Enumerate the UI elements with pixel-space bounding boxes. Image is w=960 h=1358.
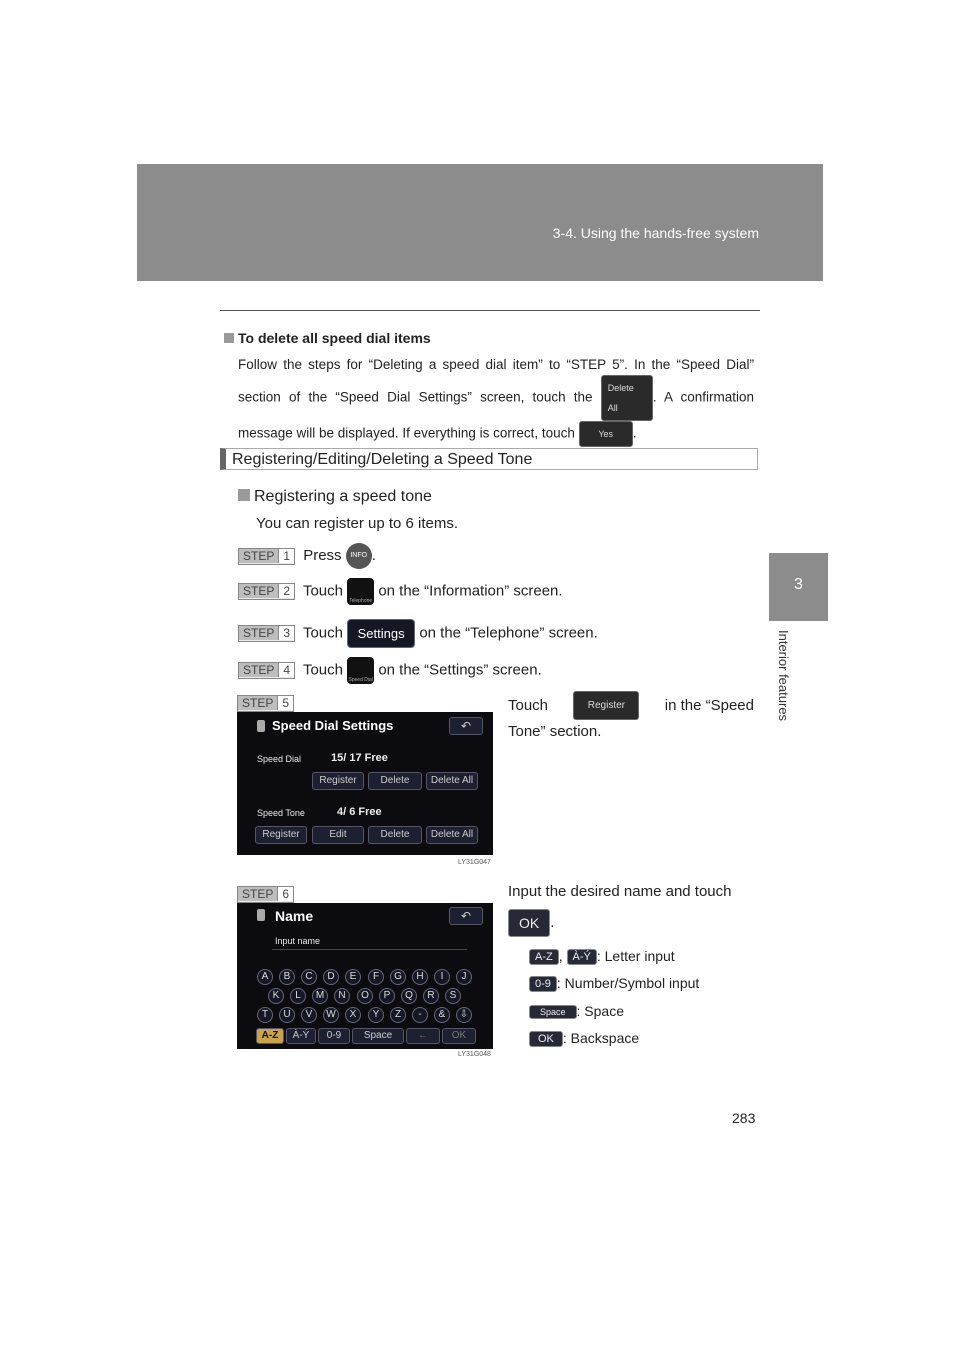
legend-space: Space : Space	[529, 1003, 624, 1019]
key[interactable]: E	[345, 969, 361, 985]
key[interactable]: V	[301, 1007, 317, 1023]
speed-dial-label: Speed Dial	[257, 754, 302, 764]
key[interactable]: B	[279, 969, 295, 985]
speed-tone-count: 4/ 6 Free	[337, 806, 382, 818]
space-button[interactable]: Space	[352, 1028, 404, 1044]
speed-tone-delete-button[interactable]: Delete	[368, 826, 422, 844]
speed-dial-settings-screen	[237, 712, 493, 855]
input-line	[272, 949, 467, 950]
key[interactable]: J	[456, 969, 472, 985]
step-2: STEP 2 Touch Telephone on the “Information” screen.	[238, 578, 563, 605]
step-5-label: STEP 5	[237, 695, 298, 713]
screen-title: Name	[275, 908, 314, 924]
phone-icon	[257, 909, 265, 921]
key[interactable]: R	[423, 988, 439, 1004]
name-input-screen	[237, 903, 493, 1049]
square-bullet-icon	[238, 489, 250, 501]
phone-icon	[257, 720, 265, 732]
key[interactable]: I	[434, 969, 450, 985]
figure-code: LY31G048	[458, 1051, 491, 1058]
speed-dial-register-button[interactable]: Register	[312, 772, 364, 790]
key[interactable]: G	[390, 969, 406, 985]
key[interactable]: Y	[368, 1007, 384, 1023]
speed-dial-count: 15/ 17 Free	[331, 752, 388, 764]
speed-tone-register-button[interactable]: Register	[255, 826, 307, 844]
delete-all-heading: To delete all speed dial items	[224, 330, 431, 346]
key[interactable]: Z	[390, 1007, 406, 1023]
key[interactable]: P	[379, 988, 395, 1004]
legend-letter-input: A-Z , À-Ý : Letter input	[529, 948, 675, 965]
settings-button[interactable]: Settings	[347, 619, 415, 648]
backspace-icon[interactable]: ←	[406, 1028, 440, 1044]
step-4: STEP 4 Touch Speed Dial on the “Settings” screen.	[238, 657, 542, 684]
key[interactable]: C	[301, 969, 317, 985]
step-3: STEP 3 Touch Settings on the “Telephone” screen.	[238, 619, 598, 648]
speed-tone-label: Speed Tone	[257, 808, 305, 818]
step-label: STEP 4	[238, 662, 295, 679]
key[interactable]: A	[257, 969, 273, 985]
key[interactable]: S	[445, 988, 461, 1004]
key[interactable]: W	[323, 1007, 339, 1023]
key[interactable]: L	[290, 988, 306, 1004]
step-label: STEP 1	[238, 548, 295, 565]
figure-code: LY31G047	[458, 859, 491, 866]
back-icon[interactable]: ↶	[449, 907, 483, 925]
header-bar	[137, 164, 823, 281]
key[interactable]: -	[412, 1007, 428, 1023]
back-icon[interactable]: ↶	[449, 717, 483, 735]
step-label: STEP 3	[238, 625, 295, 642]
step-5-text: Touch Register in the “Speed Tone” section.	[508, 691, 754, 743]
key[interactable]: N	[334, 988, 350, 1004]
step-6-text: Input the desired name and touch OK .	[508, 881, 758, 937]
key[interactable]: M	[312, 988, 328, 1004]
a-z-button[interactable]: A-Z	[529, 949, 559, 965]
chapter-tab: 3	[769, 553, 828, 621]
ok-button[interactable]: OK	[529, 1031, 563, 1047]
speed-tone-delete-all-button[interactable]: Delete All	[426, 826, 478, 844]
speed-dial-delete-button[interactable]: Delete	[368, 772, 422, 790]
key[interactable]: O	[357, 988, 373, 1004]
registering-subtext: You can register up to 6 items.	[256, 515, 459, 532]
speed-dial-icon[interactable]: Speed Dial	[347, 657, 374, 684]
key[interactable]: H	[412, 969, 428, 985]
divider	[220, 310, 760, 311]
section-heading: Registering/Editing/Deleting a Speed Tone	[220, 448, 758, 470]
yes-button[interactable]: Yes	[579, 421, 633, 447]
legend-number-input: 0-9 : Number/Symbol input	[529, 975, 699, 992]
ok-button[interactable]: OK	[442, 1028, 476, 1044]
tab-accent[interactable]: À-Ý	[286, 1028, 316, 1044]
key[interactable]: X	[345, 1007, 361, 1023]
delete-all-button[interactable]: Delete All	[601, 375, 653, 421]
key[interactable]: U	[279, 1007, 295, 1023]
step-6-label: STEP 6	[237, 886, 298, 904]
key[interactable]: D	[323, 969, 339, 985]
key[interactable]: T	[257, 1007, 273, 1023]
ok-button[interactable]: OK	[508, 909, 550, 937]
chapter-label: Interior features	[776, 630, 791, 722]
screen-title: Speed Dial Settings	[272, 718, 394, 733]
header-title: 3-4. Using the hands-free system	[552, 225, 759, 241]
shift-down-icon[interactable]: ⇩	[456, 1007, 472, 1023]
key[interactable]: &	[434, 1007, 450, 1023]
legend-backspace: OK : Backspace	[529, 1030, 639, 1047]
input-name-label: Input name	[275, 936, 321, 946]
page-number: 283	[732, 1110, 756, 1126]
speed-dial-delete-all-button[interactable]: Delete All	[426, 772, 478, 790]
info-button-icon[interactable]: INFO	[346, 543, 372, 569]
registering-heading: Registering a speed tone	[238, 488, 432, 506]
telephone-icon[interactable]: Telephone	[347, 578, 374, 605]
step-1: STEP 1 Press INFO .	[238, 543, 376, 569]
speed-tone-edit-button[interactable]: Edit	[312, 826, 364, 844]
tab-a-z[interactable]: A-Z	[256, 1028, 284, 1044]
key[interactable]: F	[368, 969, 384, 985]
space-button[interactable]: Space	[529, 1005, 577, 1019]
step-label: STEP 2	[238, 583, 295, 600]
key[interactable]: Q	[401, 988, 417, 1004]
tab-0-9[interactable]: 0-9	[318, 1028, 350, 1044]
accent-button[interactable]: À-Ý	[567, 949, 597, 965]
0-9-button[interactable]: 0-9	[529, 976, 557, 992]
delete-all-paragraph: Follow the steps for “Deleting a speed dial item” to “STEP 5”. In the “Speed Dial” section of the “Speed Dial Settings” screen, touch the Delete All. A confirmation message will be displayed. If everything is correct, touch Yes .	[238, 355, 754, 447]
key[interactable]: K	[268, 988, 284, 1004]
register-button[interactable]: Register	[573, 691, 639, 720]
square-bullet-icon	[224, 333, 234, 343]
